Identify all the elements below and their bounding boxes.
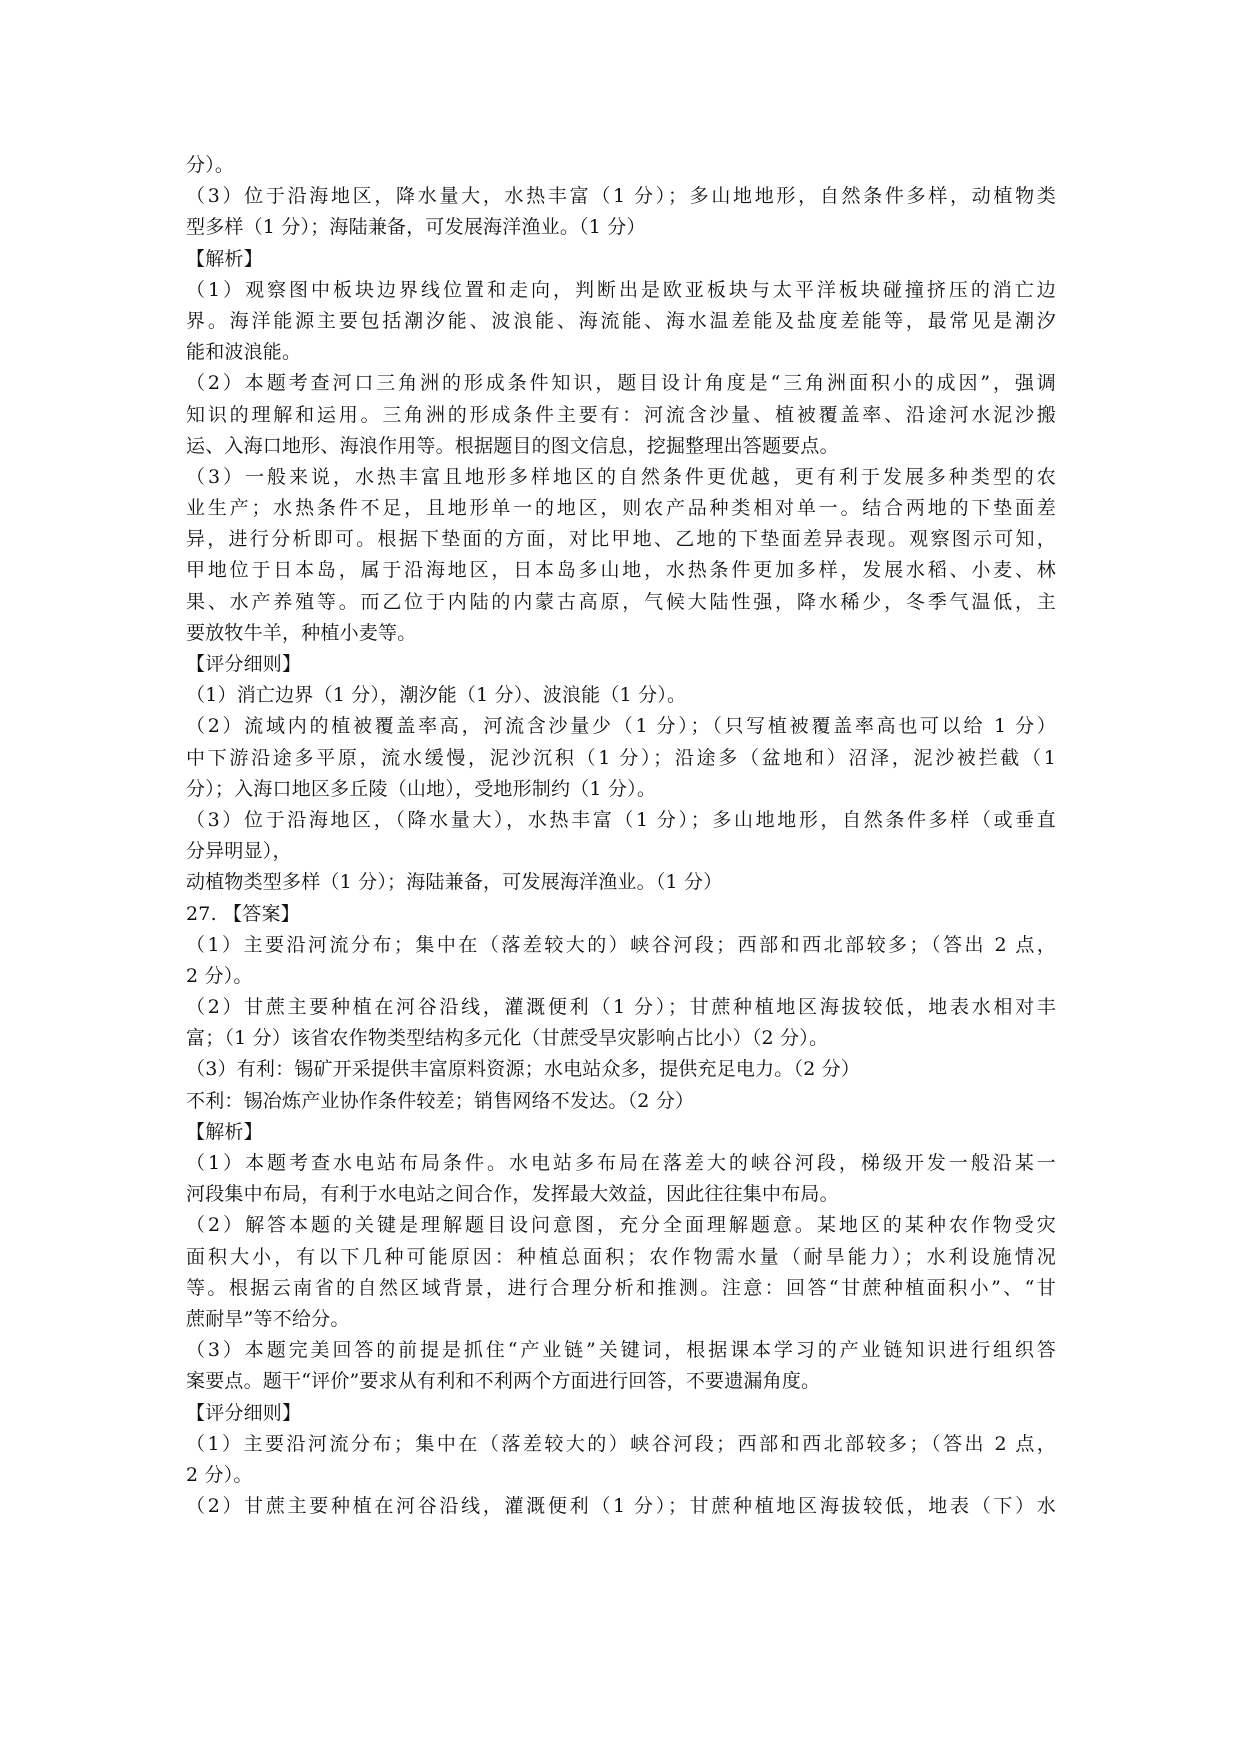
text-line: 运、入海口地形、海浪作用等。根据题目的图文信息，挖掘整理出答题要点。 (186, 434, 839, 457)
text-line: 蔗耐旱”等不给分。 (186, 1307, 350, 1330)
text-line: （1）观察图中板块边界线位置和走向，判断出是欧亚板块与太平洋板块碰撞挤压的消亡边 (186, 278, 1056, 301)
text-line: 27. 【答案】 (186, 902, 300, 925)
text-line: （3）一般来说，水热丰富且地形多样地区的自然条件更优越，更有利于发展多种类型的农 (186, 465, 1056, 488)
text-line: 案要点。题干“评价”要求从有利和不利两个方面进行回答，不要遗漏角度。 (186, 1370, 821, 1393)
text-line: 果、水产养殖等。而乙位于内陆的内蒙古高原，气候大陆性强，降水稀少，冬季气温低，主 (186, 590, 1056, 613)
text-line: 【评分细则】 (186, 653, 302, 675)
text-line: （3）有利：锡矿开采提供丰富原料资源；水电站众多，提供充足电力。（2 分） (186, 1058, 861, 1081)
text-line: （1）主要沿河流分布；集中在（落差较大的）峡谷河段；西部和西北部较多；（答出 2 点， (186, 1432, 1056, 1455)
text-line: （2）解答本题的关键是理解题目设问意图，充分全面理解题意。某地区的某种农作物受灾 (186, 1214, 1056, 1237)
text-line: （2）本题考查河口三角洲的形成条件知识，题目设计角度是“三角洲面积小的成因”，强调 (186, 372, 1056, 395)
text-line: 富；（1 分）该省农作物类型结构多元化（甘蔗受旱灾影响占比小）（2 分）。 (186, 1027, 829, 1050)
text-line: （1）本题考查水电站布局条件。水电站多布局在落差大的峡谷河段，梯级开发一般沿某一 (186, 1152, 1056, 1174)
text-line: 【评分细则】 (186, 1401, 302, 1424)
text-line: （2）流域内的植被覆盖率高，河流含沙量少（1 分）；（只写植被覆盖率高也可以给 1 分） (186, 715, 1056, 738)
text-line: 分）。 (186, 154, 235, 176)
text-line: 面积大小，有以下几种可能原因：种植总面积；农作物需水量（耐旱能力）；水利设施情况 (186, 1245, 1056, 1268)
text-line: 知识的理解和运用。三角洲的形成条件主要有：河流含沙量、植被覆盖率、沿途河水泥沙搬 (186, 403, 1056, 426)
text-line: （1）主要沿河流分布；集中在（落差较大的）峡谷河段；西部和西北部较多；（答出 2 点， (186, 933, 1056, 956)
text-line: （3）位于沿海地区，（降水量大），水热丰富（1 分）；多山地地形，自然条件多样（或垂直 (186, 808, 1056, 831)
text-line: （3）位于沿海地区，降水量大，水热丰富（1 分）；多山地地形，自然条件多样，动植物类 (186, 185, 1056, 208)
text-line: 界。海洋能源主要包括潮汐能、波浪能、海流能、海水温差能及盐度差能等，最常见是潮汐 (186, 309, 1056, 332)
text-line: 型多样（1 分）；海陆兼备，可发展海洋渔业。（1 分） (186, 216, 646, 239)
document-body (186, 150, 1056, 1522)
text-line: 不利：锡冶炼产业协作条件较差；销售网络不发达。（2 分） (186, 1089, 695, 1112)
text-line: （3）本题完美回答的前提是抓住“产业链”关键词，根据课本学习的产业链知识进行组织答 (186, 1339, 1056, 1362)
text-line: 甲地位于日本岛，属于沿海地区，日本岛多山地，水热条件更加多样，发展水稻、小麦、林 (186, 559, 1056, 582)
text-line: 【解析】 (186, 247, 263, 270)
text-line: 2 分）。 (186, 964, 253, 987)
text-line: 河段集中布局，有利于水电站之间合作，发挥最大效益，因此往往集中布局。 (186, 1183, 839, 1206)
text-line: 异，进行分析即可。根据下垫面的方面，对比甲地、乙地的下垫面差异表现。观察图示可知， (186, 528, 1056, 551)
text-line: 业生产；水热条件不足，且地形单一的地区，则农产品种类相对单一。结合两地的下垫面差 (186, 497, 1056, 520)
text-line: 等。根据云南省的自然区域背景，进行合理分析和推测。注意：回答“甘蔗种植面积小”、“甘 (186, 1276, 1056, 1299)
text-line: 分异明显）， (186, 840, 292, 863)
text-line: 中下游沿途多平原，流水缓慢，泥沙沉积（1 分）；沿途多（盆地和）沼泽，泥沙被拦截（1 (186, 746, 1056, 769)
text-line: 分）；入海口地区多丘陵（山地），受地形制约（1 分）。 (186, 777, 657, 800)
text-line: （2）甘蔗主要种植在河谷沿线，灌溉便利（1 分）；甘蔗种植地区海拔较低，地表（下）水 (186, 1495, 1056, 1518)
text-line: 能和波浪能。 (186, 341, 302, 364)
text-line: 2 分）。 (186, 1463, 253, 1486)
text-line: （1）消亡边界（1 分），潮汐能（1 分）、波浪能（1 分）。 (186, 684, 687, 707)
text-line: 【解析】 (186, 1120, 263, 1143)
text-line: 要放牧牛羊，种植小麦等。 (186, 621, 417, 644)
text-line: （2）甘蔗主要种植在河谷沿线，灌溉便利（1 分）；甘蔗种植地区海拔较低，地表水相对丰 (186, 996, 1056, 1019)
text-line: 动植物类型多样（1 分）；海陆兼备，可发展海洋渔业。（1 分） (186, 871, 723, 894)
